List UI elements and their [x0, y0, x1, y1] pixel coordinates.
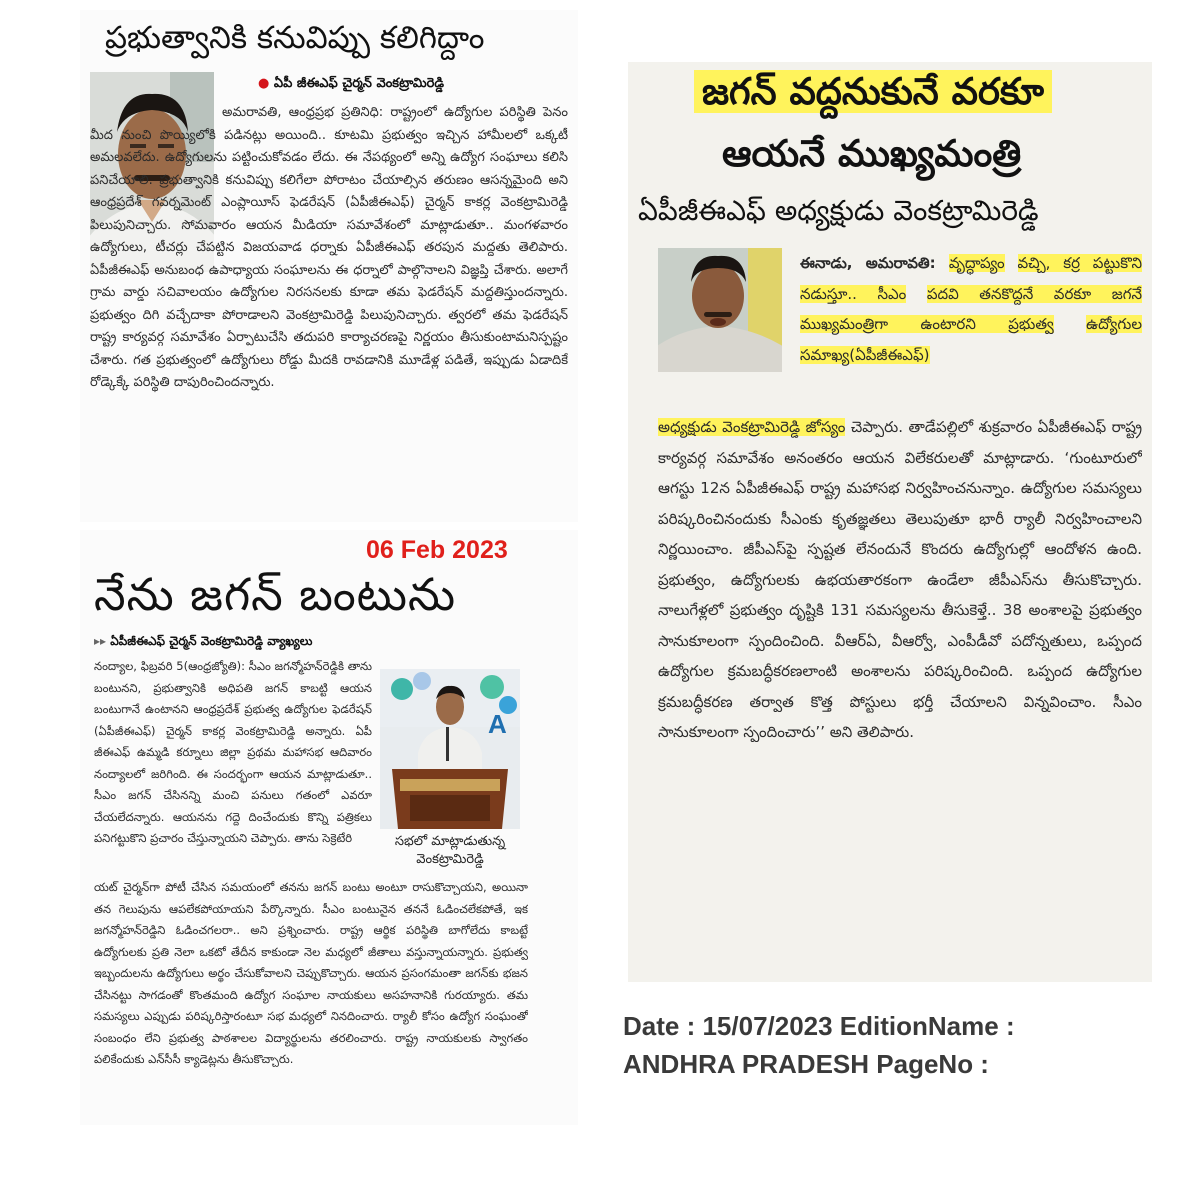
clip1-byline-bullet: ●: [258, 76, 270, 91]
clip3-body-rest: చెప్పారు. తాడేపల్లిలో శుక్రవారం ఏపీజీఈఎఫ్ రాష్ట్ర కార్యవర్గ సమావేశం అనంతరం ఆయన విలేకరులతో మాట్లాడారు. ‘గుంటూరులో ఆగస్టు 12న ఏపీజీఈఎఫ్ రాష్ట్ర మహాసభ నిర్వహించనున్నాం. ఉద్యోగుల సమస్యలు పరిష్కరించినందుకు సీఎంకు కృతజ్ఞతలు తెలుపుతూ భారీ ర్యాలీ నిర్వహించాలని నిర్ణయించాం. జీపీఎస్‌పై స్పష్టత లేనందునే కొందరు ఉద్యోగుల్లో ఆందోళన ఉంది. ప్రభుత్వం, ఉద్యోగులకు ఉభయతారకంగా ఉండేలా జీపీఎస్‌ను తీసుకొచ్చారు. నాలుగేళ్లలో ప్రభుత్వం దృష్టికి 131 సమస్యలను తీసుకెళ్తే.. 38 అంశాలపై ప్రభుత్వం సానుకూలంగా స్పందించింది. వీఆర్‌ఏ, వీఆర్వో, ఎంపీడీవో పదోన్నతులు, ఒప్పంద ఉద్యోగుల క్రమబద్ధీకరణలాంటి అంశాలను పరిష్కరించింది. ఒప్పంద ఉద్యోగుల క్రమబద్ధీకరణ తర్వాత కొత్త పోస్టులు భర్తీ చేయాలని విన్నవించాం. సీఎం సానుకూలంగా స్పందించారు’’ అని తెలిపారు.: [658, 418, 1142, 741]
clip2-article-body-full: యట్ చైర్మన్‌గా పోటీ చేసిన సమయంలో తనను జగన్ బంటు అంటూ రాసుకొచ్చాయని, అయినా తన గెలుపును ఆపలేకపోయాయని పేర్కొన్నారు. సీఎం బంటునైన తననే ఓడించలేకపోతే, ఇక జగన్మోహన్‌రెడ్డిని ఓడించగలరా.. అని ప్రశ్నించారు. రాష్ట్ర ఆర్థిక పరిస్థితి బాగోలేదు కాబట్టే ఉద్యోగులకు ప్రతి నెలా ఒకటో తేదీన కాకుండా నెల మధ్యలో జీతాలు వస్తున్నాయన్నారు. ప్రభుత్వ ఇబ్బందులను ఉద్యోగులు అర్థం చేసుకోవాలని చెప్పుకొచ్చారు. ఆయన ప్రసంగమంతా జగన్‌కు భజన చేసినట్టు సాగడంతో కొంతమంది ఉద్యోగ సంఘాల నాయకులు అసహనానికి గురయ్యారు. తమ సమస్యలు ఎప్పుడు పరిష్కరిస్తారంటూ సభ మధ్యలో నినదించారు. ర్యాలీ కోసం ఉద్యోగ సంఘంతో సంబంధం లేని ప్రభుత్వ పాఠశాలల విద్యార్థులను తరలించారు. రాష్ట్ర నాయకులకు స్వాగతం పలికేందుకు ఎన్‌సీసీ క్యాడెట్లను తీసుకొచ్చారు.: [94, 880, 528, 1066]
clip3-headline-line1-text: జగన్ వద్దనుకునే వరకూ: [694, 70, 1052, 113]
clip2-date-stamp: 06 Feb 2023: [366, 536, 508, 564]
clip3-headline-line1: [694, 70, 1052, 122]
clip3-highlight-c: పదవి తనకొద్దనే వరకూ జగనే: [926, 284, 1142, 303]
svg-text:A: A: [488, 709, 507, 739]
clip2-headline: నేను జగన్ బంటును: [94, 568, 457, 621]
clip2-photo-caption: [380, 833, 520, 869]
clip1-article-body: అమరావతి, ఆంధ్రప్రభ ప్రతినిధి: రాష్ట్రంలో ఉద్యోగుల పరిస్థితి పెనం మీద నుంచి పొయ్యిలోకి పడినట్లు అయింది.. కూటమి ప్రభుత్వం ఇచ్చిన హామీలలో ఒక్కటీ అమలవలేదు. ఉద్యోగులను పట్టించుకోవడం లేదు. ఈ నేపథ్యంలో అన్ని ఉద్యోగ సంఘాలు కలిసి పనిచేయాలి. ప్రభుత్వానికి కనువిప్పు కలిగేలా పోరాటం చేయాల్సిన తరుణం ఆసన్నమైంది అని ఆంధ్రప్రదేశ్ గవర్నమెంట్ ఎంప్లాయీస్ ఫెడరేషన్ (ఏపీజీఈఎఫ్) చైర్మన్ కాకర్ల వెంకట్రామిరెడ్డి పిలుపునిచ్చారు. సోమవారం ఆయన మీడియా సమావేశంలో మాట్లాడుతూ.. మంగళవారం ఉద్యోగులు, టీచర్లు చేపట్టిన విజయవాడ ధర్నాకు ఏపీజీఈఎఫ్ తరపున మద్దతు తెలిపారు. ఏపీజీఈఎఫ్ అనుబంధ ఉపాధ్యాయ సంఘాలను ఈ ధర్నాలో పాల్గొనాలని విజ్ఞప్తి చేశారు. అలాగే గ్రామ వార్డు సచివాలయం ఉద్యోగుల నిరసనలకు కూడా తమ ఫెడరేషన్ మద్దతిస్తుందన్నారు. ప్రభుత్వం దిగి వచ్చేదాకా పోరాడాలని వెంకట్రామిరెడ్డి పిలుపునిచ్చారు. త్వరలో తమ ఫెడరేషన్ రాష్ట్ర కార్యవర్గ సమావేశం ఏర్పాటుచేసి తదుపరి కార్యాచరణపై నిర్ణయం తీసుకుంటామనిస్పష్టం చేశారు. గత ప్రభుత్వంలో ఉద్యోగులు రోడ్డు మీదకి రావడానికి మూడేళ్ల పడితే, ఇప్పుడు ఏడాదికే రోడ్కెక్కే పరిస్థితి దాపురించిందన్నారు.: [90, 105, 568, 390]
clip2-speech-photo: [380, 669, 520, 829]
news-clipping-2: [80, 530, 578, 1125]
clip3-article-panel: [628, 62, 1152, 982]
clip1-byline-text: ఏపీ జీఈఎఫ్ చైర్మన్ వెంకట్రామిరెడ్డి: [273, 76, 444, 91]
clip3-portrait-photo: [658, 248, 782, 372]
clip2-caption-line2: వెంకట్రామిరెడ్డి: [416, 852, 484, 867]
clip3-highlight-e: ఉద్యోగుల సమాఖ్య(ఏపీజీఈఎఫ్): [800, 315, 1142, 364]
clip1-byline: [258, 76, 444, 94]
clip3-highlight-d: ముఖ్యమంత్రిగా ఉంటారని ప్రభుత్వ: [800, 315, 1054, 333]
clip2-byline-arrow: ▸▸: [94, 634, 107, 648]
news-clipping-1: [80, 10, 578, 522]
clip3-article-body: [658, 412, 1142, 977]
clip3-subhead: ఏపీజీఈఎఫ్ అధ్యక్షుడు వెంకట్రామిరెడ్డి: [638, 194, 1039, 227]
clip3-dateline: ఈనాడు, అమరావతి:: [800, 254, 949, 272]
clip3-highlight-f: అధ్యక్షుడు వెంకట్రామిరెడ్డి జోస్యం: [658, 418, 846, 436]
clip2-byline-text: ఏపీజీఈఎఫ్ చైర్మన్ వెంకట్రామిరెడ్డి వ్యాఖ్యలు: [110, 634, 313, 648]
news-clipping-3: [603, 62, 1179, 1098]
clip3-highlight-a: వృద్ధాప్యం: [948, 254, 1005, 272]
clip3-edition-info: [623, 1007, 1015, 1083]
clip3-highlight-b: వచ్చి, కర్ర పట్టుకొని నడుస్తూ.. సీఎం: [800, 254, 1142, 303]
clip3-headline-line2: ఆయనే ముఖ్యమంత్రి: [722, 132, 1022, 175]
clip3-edition-line2: ANDHRA PRADESH PageNo :: [623, 1049, 989, 1079]
clip2-caption-line1: సభలో మాట్లాడుతున్న: [394, 834, 506, 849]
clip3-article-lead: [800, 248, 1142, 398]
clip3-edition-line1: Date : 15/07/2023 EditionName :: [623, 1011, 1015, 1041]
clip2-byline: [94, 634, 312, 651]
clip2-article-body-wrap: నంద్యాల, ఫిబ్రవరి 5(ఆంధ్రజ్యోతి): సీఎం జగన్మోహన్‌రెడ్డికి తాను బంటునని, ప్రభుత్వానికి అధిపతి జగన్ కాబట్టి ఆయన బంటుగానే ఉంటానని ఆంధ్రప్రదేశ్ ప్రభుత్వ ఉద్యోగుల ఫెడరేషన్ (ఏపీజీఈఎఫ్) చైర్మన్ కాకర్ల వెంకట్రామిరెడ్డి అన్నారు. ఏపీ జీఈఎఫ్ ఉమ్మడి కర్నూలు జిల్లా ప్రథమ మహాసభ ఆదివారం నంద్యాలలో జరిగింది. ఈ సందర్భంగా ఆయన మాట్లాడుతూ.. సీఎం జగన్ చేసినన్ని మంచి పనులు గతంలో ఎవరూ చేయలేదన్నారు. ఆయనను గద్దె దించేందుకు కొన్ని పత్రికలు పనిగట్టుకొని ప్రచారం చేస్తున్నాయని చెప్పారు. తాను సెక్రెటేరి: [94, 659, 372, 845]
clip1-headline: ప్రభుత్వానికి కనువిప్పు కలిగిద్దాం: [105, 20, 485, 56]
